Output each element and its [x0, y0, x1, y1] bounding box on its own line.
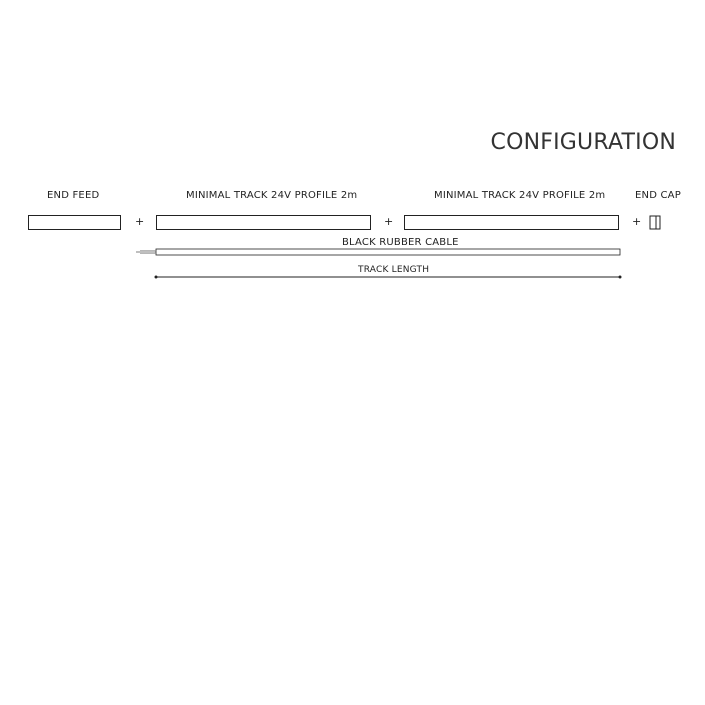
- black-rubber-cable: [136, 249, 620, 255]
- cable-label: BLACK RUBBER CABLE: [342, 237, 459, 248]
- plus-sign-2: +: [384, 215, 394, 228]
- profile-2-label: MINIMAL TRACK 24V PROFILE 2m: [434, 190, 606, 201]
- profile-1-label: MINIMAL TRACK 24V PROFILE 2m: [186, 190, 358, 201]
- page-title: CONFIGURATION: [490, 130, 676, 155]
- end-cap-label: END CAP: [635, 190, 681, 201]
- plus-sign-3: +: [632, 215, 642, 228]
- track-length-dimension-line: [155, 276, 622, 279]
- end-cap-shape: [650, 216, 660, 229]
- track-length-label: TRACK LENGTH: [358, 265, 430, 275]
- end-feed-label: END FEED: [47, 190, 100, 201]
- plus-sign-1: +: [135, 215, 145, 228]
